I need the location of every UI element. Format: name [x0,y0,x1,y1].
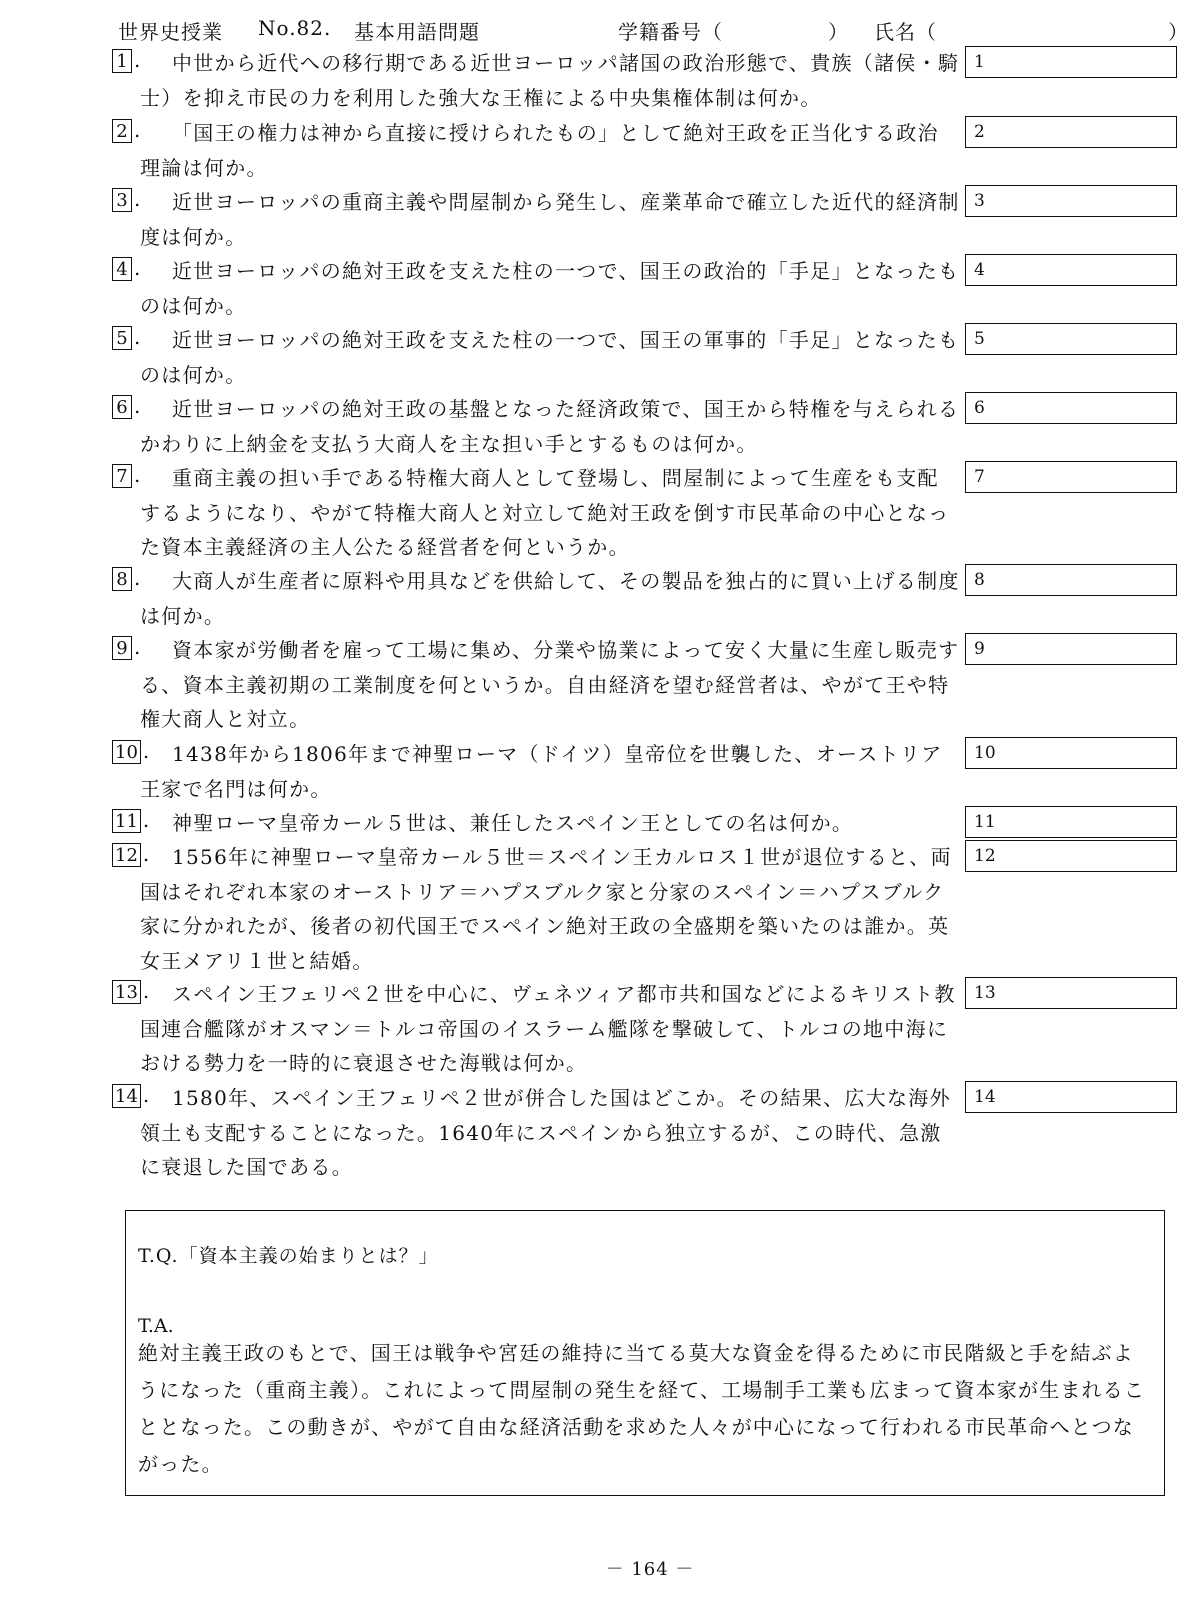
question-number-dot: . [134,325,141,349]
answer-box-13[interactable]: 13 [965,977,1177,1009]
question-text: 近世ヨーロッパの絶対王政の基盤となった経済政策で、国王から特権を与えられるかわりに上納金を支払う大商人を主な担い手とするものは何か。 [140,397,960,456]
question-number-dot: . [134,394,141,418]
answer-box-1[interactable]: 1 [965,46,1177,78]
question-text: 「国王の権力は神から直接に授けられたもの」として絶対王政を正当化する政治理論は何か。 [140,121,939,180]
question-number: 9 [112,636,132,660]
question-text: 近世ヨーロッパの絶対王政を支えた柱の一つで、国王の軍事的「手足」となったものは何か。 [140,328,960,387]
worksheet-title: 基本用語問題 [354,20,480,44]
answer-box-5[interactable]: 5 [965,323,1177,355]
question-number-dot: . [134,118,141,142]
question-number-dot: . [142,842,150,866]
answer-box-9[interactable]: 9 [965,633,1177,665]
answer-box-2[interactable]: 2 [965,116,1177,148]
answer-box-4[interactable]: 4 [965,254,1177,286]
answer-box-6[interactable]: 6 [965,392,1177,424]
answer-box-12[interactable]: 12 [965,840,1177,872]
answer-box-8[interactable]: 8 [965,564,1177,596]
question-number: 10 [112,740,141,764]
question-text: 1556年に神聖ローマ皇帝カール５世＝スペイン王カルロス１世が退位すると、両国はそれぞれ本家のオーストリア＝ハプスブルク家と分家のスペイン＝ハプスブルク家に分かれたが、後者の初代国王でスペイン絶対王政の全盛期を築いたのは誰か。英女王メアリ１世と結婚。 [140,845,952,973]
question-number-dot: . [134,48,141,72]
question-number: 8 [112,567,132,591]
question-text: スペイン王フェリペ２世を中心に、ヴェネツィア都市共和国などによるキリスト教国連合艦隊がオスマン＝トルコ帝国のイスラーム艦隊を撃破して、トルコの地中海における勢力を一時的に衰退させた海戦は何か。 [140,982,956,1075]
thinking-answer-text: 絶対主義王政のもとで、国王は戦争や宮廷の維持に当てる莫大な資金を得るために市民階級と手を結ぶようになった（重商主義）。これによって問屋制の発生を経て、工場制手工業も広まって資本家が生まれることとなった。この動きが、やがて自由な経済活動を求めた人々が中心になって行われる市民革命へとつながった。 [138,1341,1146,1476]
question-text: 1580年、スペイン王フェリペ２世が併合した国はどこか。その結果、広大な海外領土も支配することになった。1640年にスペインから独立するが、この時代、急激に衰退した国である。 [140,1086,951,1179]
answer-box-7[interactable]: 7 [965,461,1177,493]
question-text: 神聖ローマ皇帝カール５世は、兼任したスペイン王としての名は何か。 [172,811,854,835]
question-number: 6 [112,395,132,419]
worksheet-header [118,16,1189,48]
question-text: 近世ヨーロッパの重商主義や問屋制から発生し、産業革命で確立した近代的経済制度は何か。 [140,190,960,249]
answer-box-3[interactable]: 3 [965,185,1177,217]
worksheet-number: No.82. [258,16,332,40]
question-number: 12 [112,843,141,867]
question-text: 中世から近代への移行期である近世ヨーロッパ諸国の政治形態で、貴族（諸侯・騎士）を抑え市民の力を利用した強大な王権による中央集権体制は何か。 [140,51,960,110]
answer-box-11[interactable]: 11 [965,806,1177,838]
answer-box-14[interactable]: 14 [965,1081,1177,1113]
answer-box-10[interactable]: 10 [965,737,1177,769]
question-number-dot: . [134,566,141,590]
question-text: 近世ヨーロッパの絶対王政を支えた柱の一つで、国王の政治的「手足」となったものは何か。 [140,259,960,318]
thinking-question-box [125,1210,1165,1496]
question-number-dot: . [134,256,141,280]
question-number: 14 [112,1084,141,1108]
question-number: 2 [112,119,132,143]
question-number-dot: . [134,187,141,211]
question-text: 大商人が生産者に原料や用具などを供給して、その製品を独占的に買い上げる制度は何か。 [140,569,960,628]
question-number-dot: . [134,463,141,487]
question-number: 3 [112,188,132,212]
student-name-field[interactable]: 氏名（ [874,20,937,44]
subject-label: 世界史授業 [118,20,223,44]
question-number-dot: . [142,979,150,1003]
page-number: － 164 － [605,1559,695,1580]
question-number: 5 [112,326,132,350]
student-name-close: ） [1168,20,1189,44]
thinking-question: T.Q.「資本主義の始まりとは？」 [138,1245,439,1267]
question-text: 重商主義の担い手である特権大商人として登場し、問屋制によって生産をも支配するようになり、やがて特権大商人と対立して絶対王政を倒す市民革命の中心となった資本主義経済の主人公たる経営者を何というか。 [140,466,950,559]
question-number: 11 [112,809,141,833]
question-text: 資本家が労働者を雇って工場に集め、分業や協業によって安く大量に生産し販売する、資本主義初期の工業制度を何というか。自由経済を望む経営者は、やがて王や特権大商人と対立。 [140,638,960,731]
question-number: 13 [112,980,141,1004]
student-id-field[interactable]: 学籍番号（ ） [618,20,849,44]
question-number: 1 [112,49,132,73]
question-number-dot: . [142,739,150,763]
question-number-dot: . [142,1083,150,1107]
question-number-dot: . [142,808,150,832]
question-number-dot: . [134,635,141,659]
question-number: 4 [112,257,132,281]
question-text: 1438年から1806年まで神聖ローマ（ドイツ）皇帝位を世襲した、オーストリア王家で名門は何か。 [140,742,943,801]
question-number: 7 [112,464,132,488]
thinking-answer-label: T.A. [138,1315,174,1337]
